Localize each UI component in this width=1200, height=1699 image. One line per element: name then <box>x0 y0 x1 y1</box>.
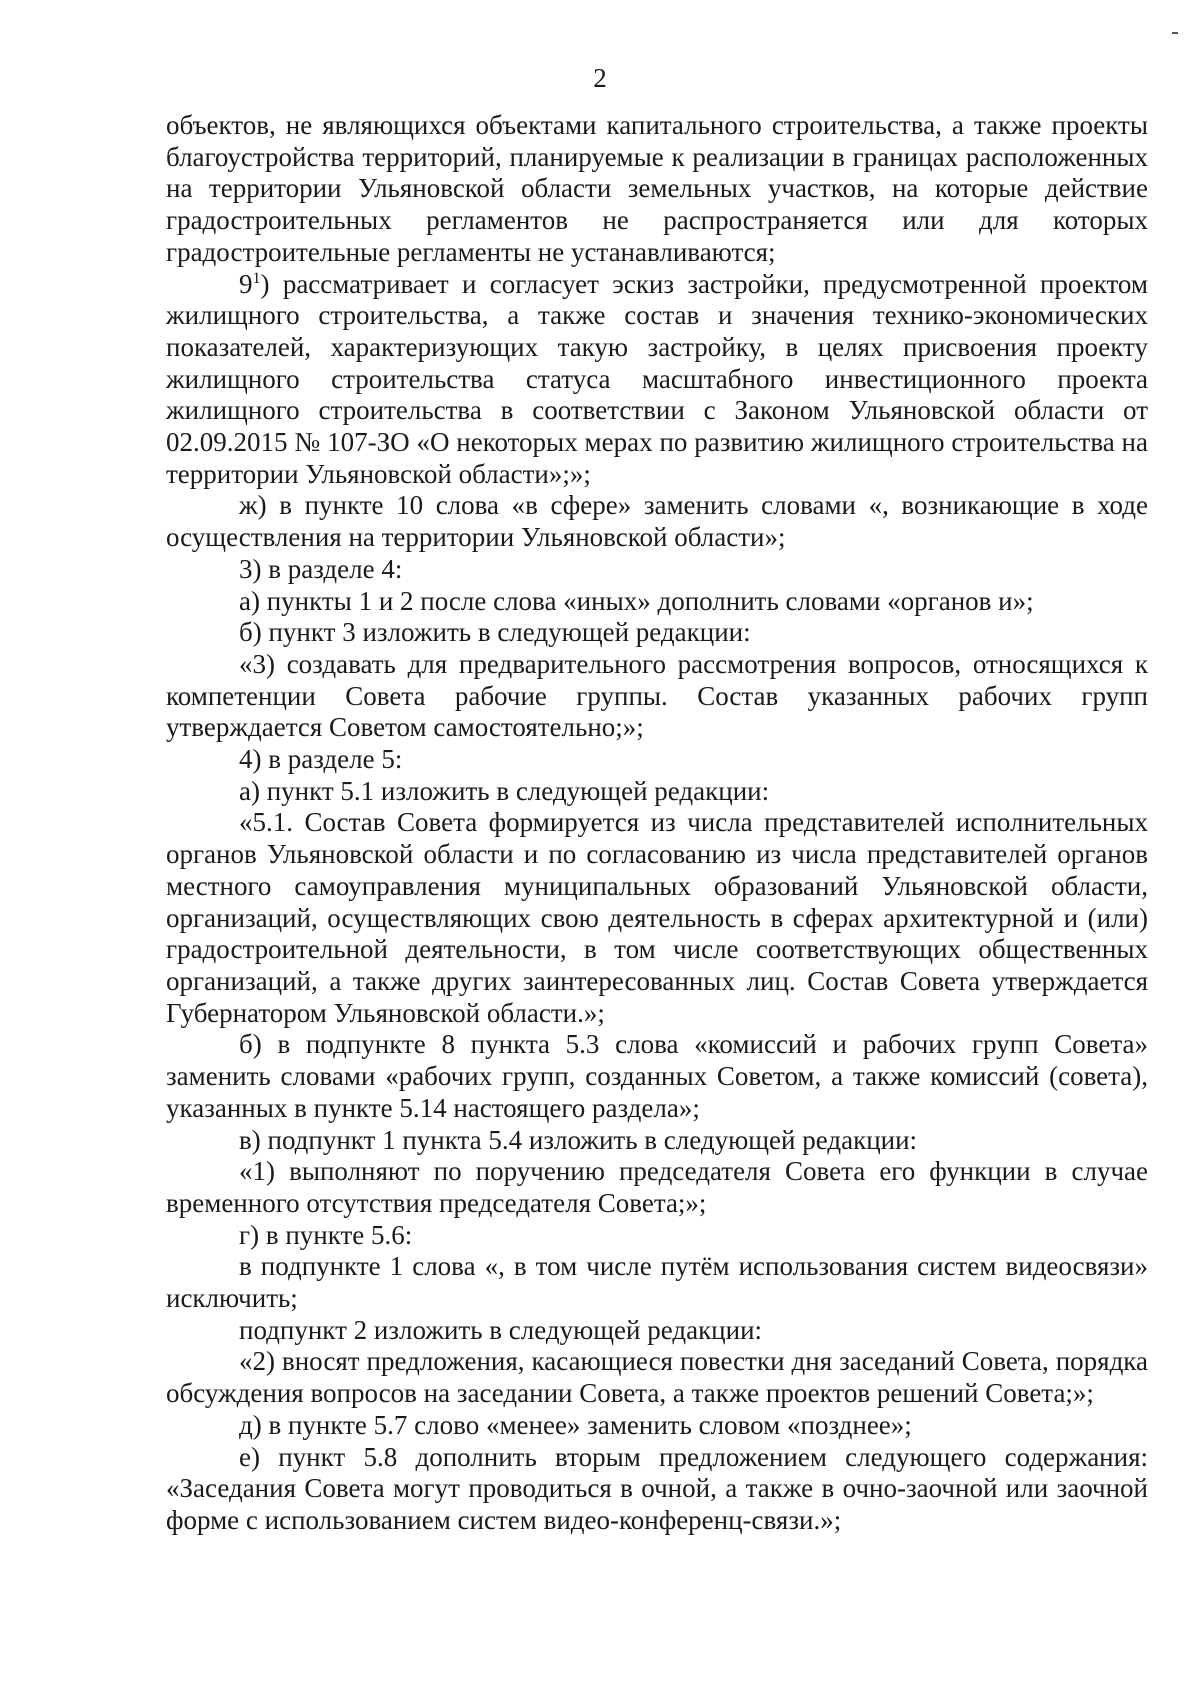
scan-mark <box>1172 32 1178 34</box>
paragraph-5v: в) подпункт 1 пункта 5.4 изложить в следующей редакции: <box>239 1124 918 1155</box>
paragraph-5b: б) в подпункте 8 пункта 5.3 слова «комиссий и рабочих групп Совета» заменить словами «рабочих групп, созданных Советом, а также комиссий (совета), указанных в пункте 5.14 настоящего раздела»; <box>166 1029 1148 1123</box>
item-superscript: 1 <box>252 269 261 287</box>
paragraph-item-9-1 <box>166 269 1148 491</box>
paragraph-5g-2: подпункт 2 изложить в следующей редакции: <box>239 1314 763 1345</box>
paragraph-5a-text: «5.1. Состав Совета формируется из числа представителей исполнительных органов Ульяновской области и по согласованию из числа представителей органов местного самоуправления муниципальных образований Ульяновской области, организаций, осуществляющих свою деятельность в сферах архитектурной и (или) градостроительной деятельности, в том числе соответствующих общественных организаций, а также других заинтересованных лиц. Состав Совета утверждается Губернатором Ульяновской области.»; <box>166 807 1148 1028</box>
paragraph-5g-1: в подпункте 1 слова «, в том числе путём использования систем видеосвязи» исключить; <box>166 1251 1148 1314</box>
page-number: 2 <box>593 63 607 93</box>
item-text: рассматривает и согласует эскиз застройки, предусмотренной проектом жилищного строительства, а также состав и значения технико-экономических показателей, характеризующих такую застройку, в целях присвоения проекту жилищного строительства статуса масштабного инвестиционного проекта жилищного строительства в соответствии с Законом Ульяновской области от 02.09.2015 № 107-ЗО «О некоторых мерах по развитию жилищного строительства на территории Ульяновской области»;»; <box>166 268 1149 489</box>
paragraph-5g: г) в пункте 5.6: <box>239 1219 413 1250</box>
paragraph-4b: б) пункт 3 изложить в следующей редакции: <box>239 617 751 648</box>
paragraph-5d: д) в пункте 5.7 слово «менее» заменить словом «позднее»; <box>239 1409 912 1440</box>
paragraph-continuation: объектов, не являющихся объектами капитального строительства, а также проекты благоустройства территорий, планируемые к реализации в границах расположенных на территории Ульяновской области земельных участков, на которые действие градостроительных регламентов не распространяется или для которых градостроительные регламенты не устанавливаются; <box>166 110 1148 267</box>
paragraph-zh: ж) в пункте 10 слова «в сфере» заменить словами «, возникающие в ходе осуществления на территории Ульяновской области»; <box>166 490 1148 553</box>
document-body <box>166 110 1148 1537</box>
paragraph-5a: а) пункт 5.1 изложить в следующей редакции: <box>239 775 770 806</box>
paragraph-section-4: 3) в разделе 4: <box>239 553 403 584</box>
item-number: 9 <box>239 268 253 299</box>
item-number-closing: ) <box>260 268 270 299</box>
paragraph-5e: е) пункт 5.8 дополнить вторым предложением следующего содержания: «Заседания Совета могут проводиться в очной, а также в очно-заочной или заочной форме с использованием систем видео-конференц-связи.»; <box>166 1441 1148 1535</box>
paragraph-5g-2-text: «2) вносят предложения, касающиеся повестки дня заседаний Совета, порядка обсуждения вопросов на заседании Совета, а также проектов решений Совета;»; <box>166 1346 1148 1409</box>
paragraph-4a: а) пункты 1 и 2 после слова «иных» дополнить словами «органов и»; <box>239 585 1034 616</box>
paragraph-5v-text: «1) выполняют по поручению председателя Совета его функции в случае временного отсутствия председателя Совета;»; <box>166 1156 1148 1218</box>
paragraph-4b-text: «3) создавать для предварительного рассмотрения вопросов, относящихся к компетенции Совета рабочие группы. Состав указанных рабочих групп утверждается Советом самостоятельно;»; <box>166 648 1148 743</box>
paragraph-section-5: 4) в разделе 5: <box>239 744 403 775</box>
